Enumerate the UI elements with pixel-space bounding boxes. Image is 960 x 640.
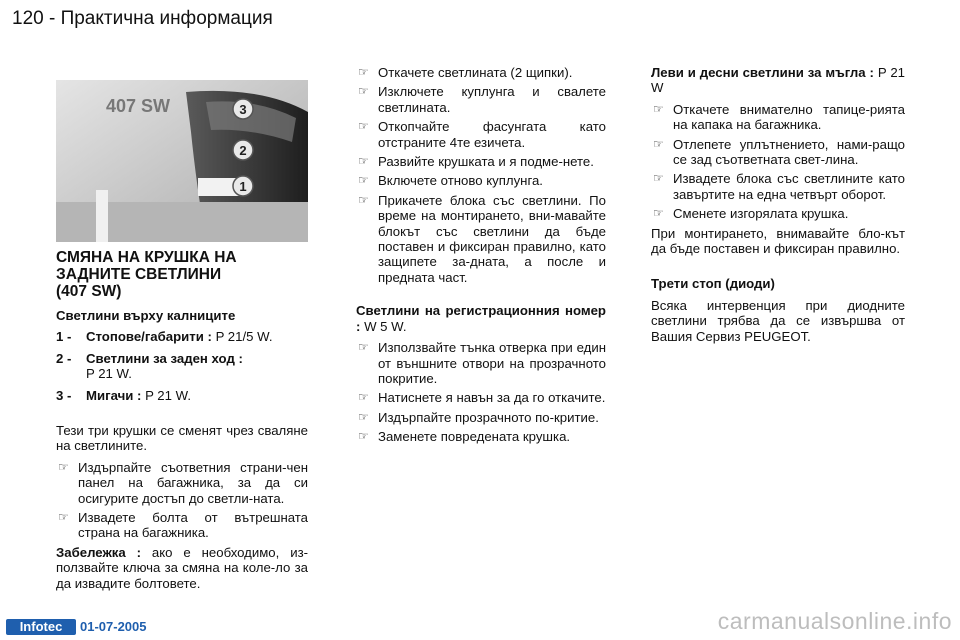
- rear-light-photo: [56, 72, 308, 242]
- pointing-hand-icon: ☞: [358, 65, 369, 79]
- pointing-hand-icon: ☞: [653, 101, 664, 116]
- column-2: [356, 65, 606, 449]
- list-item: ☞ Отлепете уплътнението, нами-ращо се зад съответната свет-лина.: [653, 136, 905, 168]
- pointing-hand-icon: ☞: [358, 429, 369, 444]
- pointing-hand-icon: ☞: [358, 192, 369, 207]
- pointing-hand-icon: ☞: [358, 84, 369, 99]
- svg-text:1: 1: [239, 179, 247, 194]
- pointing-hand-icon: ☞: [358, 154, 369, 169]
- list-item: ☞ Откачете внимателно тапице-рията на капака на багажника.: [653, 101, 905, 133]
- watermark: carmanualsonline.info: [717, 608, 952, 634]
- list-item: ☞ Заменете повредената крушка.: [358, 429, 571, 445]
- infotec-logo: Infotec: [6, 619, 76, 635]
- plate-lights-heading: Светлини на регистрационния номер : W 5 W.: [356, 303, 606, 334]
- callout-3: [233, 99, 253, 119]
- intro-text: Тези три крушки се сменят чрез сваляне на светлините.: [56, 423, 308, 454]
- list-item: ☞ Откачете светлината (2 щипки).: [358, 65, 573, 80]
- pointing-hand-icon: ☞: [653, 206, 664, 221]
- pointing-hand-icon: ☞: [358, 390, 369, 405]
- list-item: ☞ Издърпайте прозрачното по-критие.: [358, 409, 599, 425]
- list-item: ☞ Сменете изгорялата крушка.: [653, 206, 849, 222]
- list-item: ☞ Използвайте тънка отверка при един от външните отвори на прозрачното покритие.: [358, 340, 606, 386]
- fender-lights-heading: Светлини върху калниците: [56, 308, 236, 323]
- note-text: Забележка : ако е необходимо, из-ползвайте ключа за смяна на коле-ло за да извадите болтовете.: [56, 544, 309, 591]
- mount-note: При монтирането, внимавайте бло-кът да бъде поставен и фиксиран правилно.: [651, 225, 905, 257]
- spec-row: 1 - Стопове/габарити : P 21/5 W.: [56, 329, 273, 345]
- pointing-hand-icon: ☞: [653, 136, 664, 151]
- list-item: ☞ Включете отново куплунга.: [358, 173, 543, 189]
- list-item: ☞ Развийте крушката и я подме-нете.: [358, 154, 594, 170]
- pointing-hand-icon: ☞: [358, 340, 369, 355]
- callout-1: [233, 176, 253, 196]
- svg-text:2: 2: [239, 143, 247, 158]
- callout-2: [233, 140, 253, 160]
- list-item: ☞ Прикачете блока със светлини. По време на монтирането, вни-мавайте блокът със светлини да бъде поставен и фиксиран правилно, като защипете за-дната, а после и предната част.: [358, 192, 606, 285]
- third-brake-light-text: Всяка интервенция при диодните светлини трябва да се извършва от Вашия Сервиз PEUGEOT.: [651, 297, 905, 344]
- column-1: [56, 308, 308, 597]
- fog-lights-heading: Леви и десни светлини за мъгла : P 21 W: [651, 65, 906, 96]
- footer-date: 01-07-2005: [80, 619, 147, 634]
- pointing-hand-icon: ☞: [58, 510, 69, 525]
- list-item: ☞ Извадете блока със светлините като завъртите на една четвърт оборот.: [653, 171, 905, 202]
- column-3: [651, 65, 905, 350]
- page-header: 120 - Практична информация: [12, 8, 273, 29]
- list-item: ☞ Извадете болта от вътрешната страна на багажника.: [58, 510, 308, 541]
- pointing-hand-icon: ☞: [358, 119, 369, 134]
- pointing-hand-icon: ☞: [358, 173, 369, 188]
- list-item: ☞ Изключете куплунга и свалете светлината.: [358, 84, 606, 115]
- pointing-hand-icon: ☞: [358, 409, 369, 424]
- third-brake-light-heading: Трети стоп (диоди): [651, 276, 775, 292]
- svg-text:3: 3: [239, 102, 247, 117]
- spec-row: 3 - Мигачи : P 21 W.: [56, 387, 192, 403]
- spec-row: 2 - Светлини за заден ход : P 21 W.: [56, 350, 243, 382]
- list-item: ☞ Натиснете я навън за да го откачите.: [358, 390, 606, 406]
- pointing-hand-icon: ☞: [653, 171, 664, 186]
- pointing-hand-icon: ☞: [58, 459, 69, 474]
- section-title: СМЯНА НА КРУШКА НА ЗАДНИТЕ СВЕТЛИНИ (407 SW): [56, 249, 237, 300]
- rear-light-illustration: [56, 72, 308, 242]
- list-item: ☞ Откопчайте фасунгата като отстраните 4те езичета.: [358, 119, 606, 150]
- list-item: ☞ Издърпайте съответния страни-чен панел на багажника, за да си осигурите достъп до светли-ната.: [58, 459, 308, 506]
- model-badge: 407 SW: [106, 96, 171, 116]
